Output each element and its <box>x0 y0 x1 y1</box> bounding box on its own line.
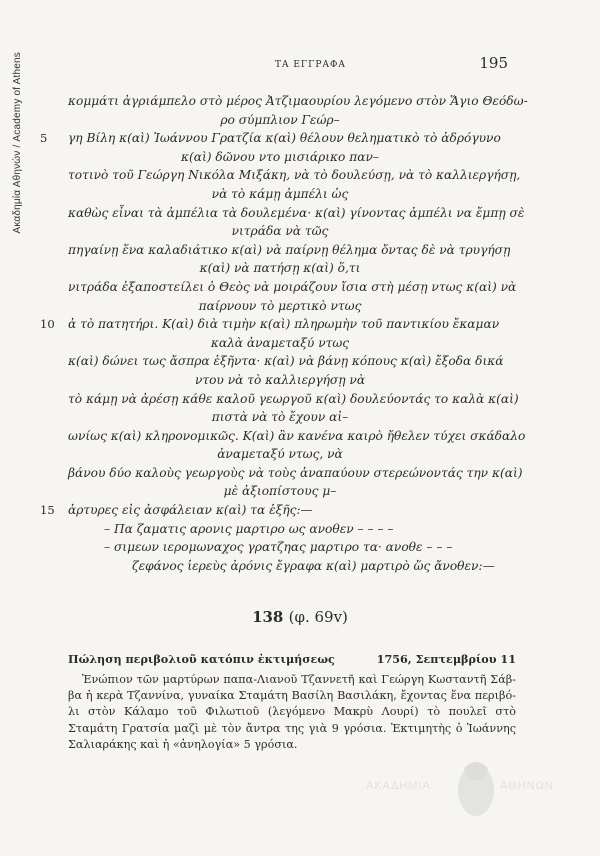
text-line <box>40 445 520 464</box>
line-text: ντου νὰ τὸ καλλιεργήσῃ νὰ <box>194 372 366 387</box>
text-line <box>40 315 520 334</box>
side-label: Ακαδημία Αθηνών / Academy of Athens <box>12 52 23 234</box>
text-line <box>40 222 520 241</box>
line-text: – σιμεων ιερομωναχος γρατζηας μαρτιρο τα· ανοθε – – – <box>104 540 453 555</box>
text-line <box>40 129 520 148</box>
document-heading <box>0 608 600 626</box>
text-line <box>40 241 520 260</box>
text-line <box>40 501 520 520</box>
line-text: τὸ κάμῃ νὰ ἀρέσῃ κάθε καλοῦ γεωργοῦ κ(αὶ) δουλεύοντάς το καλὰ κ(αὶ) <box>68 391 519 406</box>
line-text: ἀναμεταξύ ντως, νὰ <box>217 447 343 462</box>
text-line <box>40 334 520 353</box>
line-text: νὰ τὸ κάμῃ ἀμπέλι ὡς <box>211 186 349 201</box>
text-line <box>40 297 520 316</box>
text-line <box>40 408 520 427</box>
line-text: νιτράδα ἐξαποστείλει ὁ Θεὸς νὰ μοιράζουν ἴσια στὴ μέσῃ ντως κ(αὶ) νὰ <box>68 279 517 294</box>
document-folio: (φ. 69v) <box>288 608 348 626</box>
text-line <box>40 520 520 539</box>
text-line <box>40 92 528 111</box>
text-line <box>40 185 520 204</box>
text-line <box>40 557 520 576</box>
regest-date: 1756, Σεπτεμβρίου 11 <box>376 652 516 666</box>
text-line <box>40 352 520 371</box>
line-text: ἀρτυρες εἰς ἀσφάλειαν κ(αὶ) τα ἑξῆς:— <box>68 503 313 518</box>
line-text: ρο σύμπλιον Γεώρ– <box>220 112 340 127</box>
line-number: 15 <box>40 503 55 518</box>
line-number: 5 <box>40 131 48 146</box>
line-text: ωνίως κ(αὶ) κληρονομικῶς. Κ(αὶ) ἂν κανένα καιρὸ ἤθελεν τύχει σκάδαλο <box>68 428 526 443</box>
document-text <box>40 92 528 575</box>
running-title: ΤΑ ΕΓΓΡΑΦΑ <box>275 60 346 70</box>
line-text: κομμάτι ἀγριάμπελο στὸ μέρος Ἀτζιμαουρίου λεγόμενο στὸν Ἅγιο Θεόδω- <box>68 94 528 108</box>
text-line <box>40 148 520 167</box>
helmet-emblem-icon <box>454 760 498 820</box>
line-text: κ(αὶ) νὰ πατήσῃ κ(αὶ) ὅ,τι <box>199 261 361 276</box>
regest-title: Πώληση περιβολιοῦ κατόπιν ἐκτιμήσεως <box>68 652 335 666</box>
line-text: παίρνουν τὸ μερτικὸ ντως <box>198 298 362 313</box>
line-text: – Πα ζαματις αρονις μαρτιρο ως ανοθεν – – – – <box>104 521 394 536</box>
line-text: ζεφάνος ἱερεὺς ἀρόνις ἔγραφα κ(αὶ) μαρτιρὸ ὥς ἄνοθεν:— <box>132 558 495 573</box>
text-line <box>40 166 520 185</box>
text-line <box>40 390 520 409</box>
line-text: καθὼς εἶναι τὰ ἀμπέλια τὰ δουλεμένα· κ(αὶ) γίνοντας ἀμπέλι να ἔμπῃ σὲ <box>68 205 525 220</box>
line-text: καλὰ ἀναμεταξύ ντως <box>210 335 350 350</box>
line-text: γη Βίλη κ(αὶ) Ἰωάννου Γρατζία κ(αὶ) θέλουν θεληματικὸ τὸ ἀδρόγυνο <box>68 131 501 146</box>
academy-watermark <box>366 760 554 820</box>
text-line <box>40 427 526 446</box>
document-number: 138 <box>252 608 284 626</box>
text-line <box>40 482 520 501</box>
text-line <box>40 259 520 278</box>
text-line <box>40 538 520 557</box>
document-summary: Ἐνώπιον τῶν μαρτύρων παπα-Λιανοῦ Τζαννετῆ καὶ Γεώργη Κωσταντῆ Σάβ-βα ἡ κερὰ Τζαννίνα, γυναίκα Σταμάτη Βασίλη Βασιλάκη, ἔχοντας ἕνα περιβό-λι στὸν Κάλαμο τοῦ Φιλωτιοῦ (λεγόμενο Μακρὺ Λουρί) τὸ πουλεῖ στὸ Σταμάτη Γρατσία μαζὶ μὲ τὸν ἄντρα της γιὰ 9 γρόσια. Ἐκτιμητὴς ὁ Ἰωάννης Σαλιαράκης καὶ ἡ «ἀνηλογία» 5 γρόσια. <box>68 673 516 751</box>
line-text: πιστὰ νὰ τὸ ἔχουν αἰ– <box>211 410 349 425</box>
line-text: νιτράδα νὰ τῶς <box>231 224 329 239</box>
text-line <box>40 111 520 130</box>
watermark-right: ΑΘΗΝΩΝ <box>500 780 554 792</box>
line-text: πηγαίνῃ ἕνα καλαδιάτικο κ(αὶ) νὰ παίρνῃ θέλημα ὄντας δὲ νὰ τρυγήσῃ <box>68 242 511 257</box>
line-text: βάνου δύο καλοὺς γεωργοὺς νὰ τοὺς ἀναπαύουν στερεώνοντάς την κ(αὶ) <box>68 465 523 480</box>
text-line <box>40 464 523 483</box>
line-text: κ(αὶ) δώνει τως ἄσπρα ἑξῆντα· κ(αὶ) νὰ βάνῃ κόπους κ(αὶ) ἔξοδα δικά <box>68 354 504 369</box>
text-line <box>40 278 520 297</box>
text-line <box>40 371 520 390</box>
line-number: 10 <box>40 317 55 332</box>
line-text: τοτινὸ τοῦ Γεώργη Νικόλα Μιξάκη, νὰ τὸ δουλεύσῃ, νὰ τὸ καλλιεργήσῃ, <box>68 168 521 183</box>
watermark-left: ΑΚΑΔΗΜΙΑ <box>366 780 431 792</box>
line-text: μὲ ἀξιοπίστους μ– <box>223 484 337 499</box>
line-text: κ(αὶ) δῶνου ντο μισιάρικο παν– <box>181 149 379 164</box>
text-line <box>40 204 525 223</box>
line-text: ἀ τὸ πατητήρι. Κ(αὶ) διὰ τιμὴν κ(αὶ) πληρωμὴν τοῦ παντικίου ἔκαμαν <box>68 317 500 332</box>
page-number: 195 <box>479 54 508 72</box>
